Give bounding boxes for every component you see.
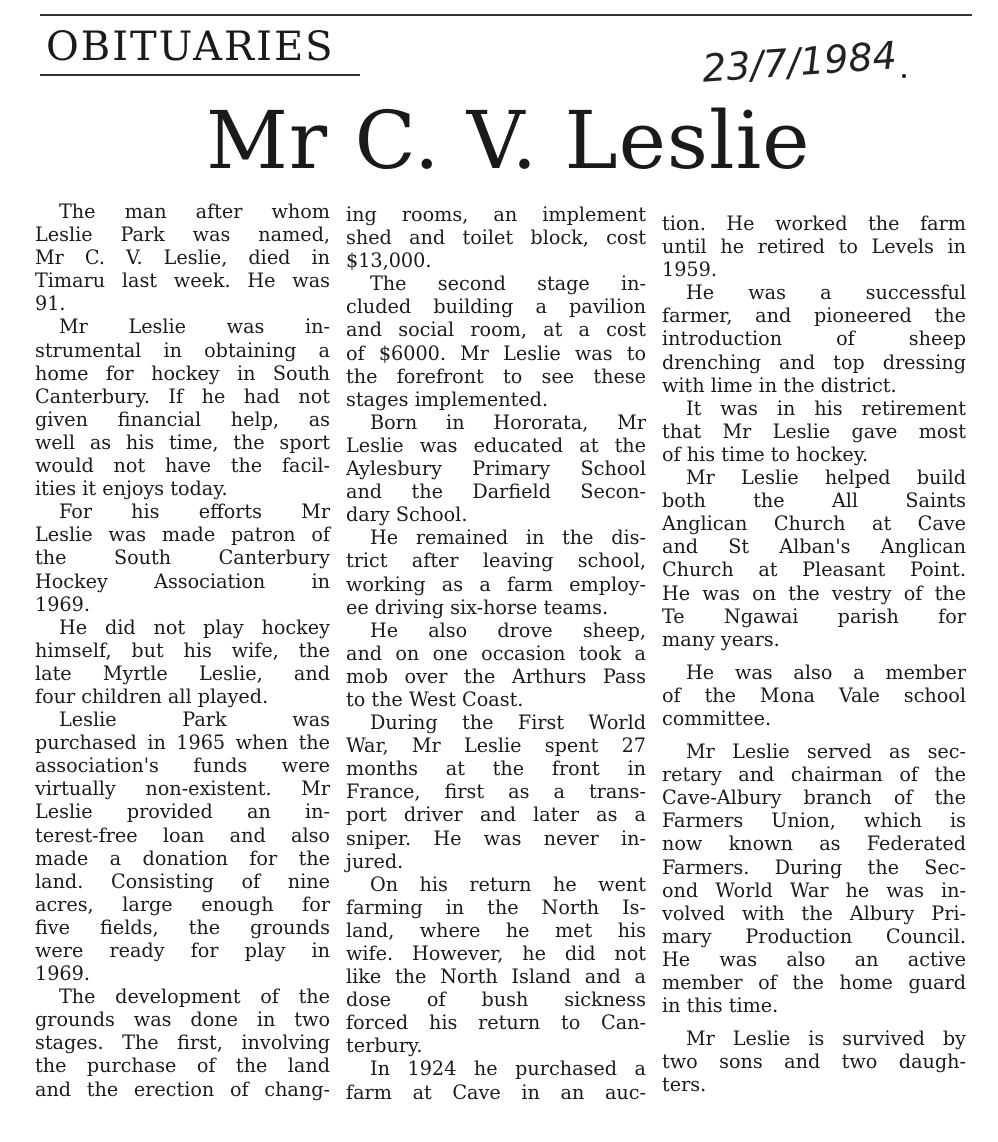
text-line: farm at Cave in an auc-: [346, 1080, 646, 1104]
text-line: to the West Coast.: [346, 687, 524, 711]
text-line: shed and toilet block, cost: [346, 226, 646, 250]
text-line: of the Mona Vale school: [662, 683, 966, 707]
article-column-2: [346, 203, 646, 1104]
text-line: Leslie Park was: [59, 708, 330, 732]
text-line: himself, but his wife, the: [35, 638, 330, 662]
text-line: both the All Saints: [662, 489, 966, 513]
text-line: Hockey Association in: [35, 569, 330, 593]
text-line: sniper. He was never in-: [346, 826, 646, 850]
text-line: ee driving six-horse teams.: [346, 595, 609, 619]
text-line: terbury.: [346, 1034, 423, 1058]
text-line: that Mr Leslie gave most: [662, 419, 966, 443]
text-line: For his efforts Mr: [59, 500, 330, 524]
text-line: well as his time, the sport: [35, 430, 330, 454]
text-line: Aylesbury Primary School: [346, 457, 646, 481]
text-line: trict after leaving school,: [346, 549, 646, 573]
text-line: virtually non-existent. Mr: [35, 777, 330, 801]
text-line: He was on the vestry of the: [662, 581, 966, 605]
text-line: the purchase of the land: [35, 1054, 330, 1078]
text-line: grounds was done in two: [35, 1008, 330, 1032]
text-line: mary Production Council.: [662, 924, 966, 948]
text-line: farming in the North Is-: [346, 895, 646, 919]
text-line: The second stage in-: [370, 272, 646, 296]
text-line: introduction of sheep: [662, 327, 966, 351]
text-line: dose of bush sickness: [346, 988, 646, 1012]
text-line: farmer, and pioneered the: [662, 304, 966, 328]
text-line: He was a successful: [686, 281, 966, 305]
text-line: and on one occasion took a: [346, 641, 646, 665]
text-line: forced his return to Can-: [346, 1011, 646, 1035]
text-line: late Myrtle Leslie, and: [35, 661, 330, 685]
text-line: acres, large enough for: [35, 892, 330, 916]
text-line: with lime in the district.: [662, 373, 897, 397]
text-line: now known as Federated: [662, 832, 966, 856]
text-line: land, where he met his: [346, 918, 646, 942]
text-line: association's funds were: [35, 754, 330, 778]
text-line: of his time to hockey.: [662, 442, 869, 466]
text-line: Mr Leslie helped build: [686, 466, 966, 490]
text-line: ities it enjoys today.: [35, 477, 228, 501]
text-line: working as a farm employ-: [346, 572, 646, 596]
text-line: Timaru last week. He was: [35, 269, 330, 293]
text-line: 1959.: [662, 258, 717, 282]
text-line: Mr Leslie is survived by: [686, 1027, 966, 1051]
text-line: strumental in obtaining a: [35, 338, 330, 362]
text-line: stages implemented.: [346, 387, 549, 411]
article-column-3: [662, 212, 966, 1096]
text-line: Mr Leslie was in-: [59, 315, 330, 339]
text-line: committee.: [662, 706, 772, 730]
text-line: home for hockey in South: [35, 361, 330, 385]
text-line: and St Alban's Anglican: [662, 535, 966, 559]
text-line: mob over the Arthurs Pass: [346, 664, 646, 688]
handwritten-date: 23/7/1984: [700, 33, 899, 91]
text-line: ond World War he was in-: [662, 878, 966, 902]
text-line: Cave-Albury branch of the: [662, 786, 966, 810]
paragraph-gap: [662, 651, 966, 661]
text-line: Canterbury. If he had not: [35, 384, 330, 408]
text-line: Church at Pleasant Point.: [662, 558, 966, 582]
text-line: 91.: [35, 292, 66, 316]
text-line: were ready for play in: [35, 939, 330, 962]
text-line: ters.: [662, 1073, 707, 1097]
text-line: During the First World: [370, 711, 646, 735]
top-rule: [40, 14, 972, 16]
text-line: Farmers. During the Sec-: [662, 855, 966, 879]
paragraph-gap: [662, 730, 966, 740]
text-line: and the erection of chang-: [35, 1077, 330, 1101]
text-line: He remained in the dis-: [370, 526, 646, 550]
text-line: cluded building a pavilion: [346, 295, 646, 319]
text-line: retary and chairman of the: [662, 763, 966, 787]
text-line: and social room, at a cost: [346, 318, 646, 342]
section-underline: [40, 74, 360, 76]
text-line: On his return he went: [370, 872, 646, 896]
text-line: drenching and top dressing: [662, 350, 966, 374]
section-heading: OBITUARIES: [46, 24, 335, 70]
text-line: $13,000.: [346, 249, 432, 273]
text-line: Leslie Park was named,: [35, 223, 330, 247]
text-line: jured.: [346, 849, 404, 873]
text-line: He did not play hockey: [59, 615, 330, 639]
text-line: would not have the facil-: [35, 454, 330, 478]
text-line: tion. He worked the farm: [662, 212, 966, 235]
text-line: dary School.: [346, 503, 468, 527]
text-line: War, Mr Leslie spent 27: [346, 734, 646, 758]
text-line: Farmers Union, which is: [662, 809, 966, 833]
text-line: many years.: [662, 627, 780, 651]
text-line: In 1924 he purchased a: [370, 1057, 646, 1081]
text-line: Leslie was educated at the: [346, 433, 646, 457]
text-line: Leslie was made patron of: [35, 523, 330, 547]
text-line: He also drove sheep,: [370, 618, 646, 642]
text-line: The man after whom: [59, 200, 330, 223]
text-line: purchased in 1965 when the: [35, 731, 330, 755]
headline: Mr C. V. Leslie: [206, 94, 811, 187]
text-line: land. Consisting of nine: [35, 869, 330, 893]
text-line: Born in Hororata, Mr: [370, 410, 646, 434]
text-line: Leslie provided an in-: [35, 800, 330, 824]
text-line: terest-free loan and also: [35, 823, 330, 847]
text-line: months at the front in: [346, 757, 646, 781]
text-line: He was also an active: [662, 947, 966, 971]
text-line: Te Ngawai parish for: [662, 604, 966, 628]
text-line: the South Canterbury: [35, 546, 330, 570]
text-line: Mr C. V. Leslie, died in: [35, 246, 330, 270]
text-line: Mr Leslie served as sec-: [686, 740, 966, 764]
text-line: volved with the Albury Pri-: [662, 901, 966, 925]
text-line: given financial help, as: [35, 407, 330, 431]
text-line: wife. However, he did not: [346, 942, 646, 965]
text-line: made a donation for the: [35, 846, 330, 870]
text-line: The development of the: [59, 985, 330, 1009]
text-line: ing rooms, an implement: [346, 203, 646, 226]
text-line: 1969.: [35, 592, 90, 616]
text-line: He was also a member: [686, 660, 966, 684]
text-line: until he retired to Levels in: [662, 235, 966, 259]
text-line: It was in his retirement: [686, 396, 966, 420]
ink-dot: [902, 74, 906, 78]
text-line: port driver and later as a: [346, 803, 646, 827]
text-line: in this time.: [662, 994, 779, 1018]
article-column-1: [35, 200, 330, 1101]
text-line: stages. The first, involving: [35, 1031, 330, 1055]
text-line: of $6000. Mr Leslie was to: [346, 341, 646, 365]
text-line: member of the home guard: [662, 971, 966, 994]
text-line: two sons and two daugh-: [662, 1050, 966, 1074]
text-line: Anglican Church at Cave: [662, 512, 966, 536]
text-line: France, first as a trans-: [346, 780, 646, 804]
text-line: five fields, the grounds: [35, 915, 330, 939]
text-line: four children all played.: [35, 684, 269, 708]
text-line: and the Darfield Secon-: [346, 480, 646, 504]
text-line: the forefront to see these: [346, 364, 646, 388]
paragraph-gap: [662, 1017, 966, 1027]
text-line: like the North Island and a: [346, 965, 646, 989]
text-line: 1969.: [35, 962, 90, 986]
